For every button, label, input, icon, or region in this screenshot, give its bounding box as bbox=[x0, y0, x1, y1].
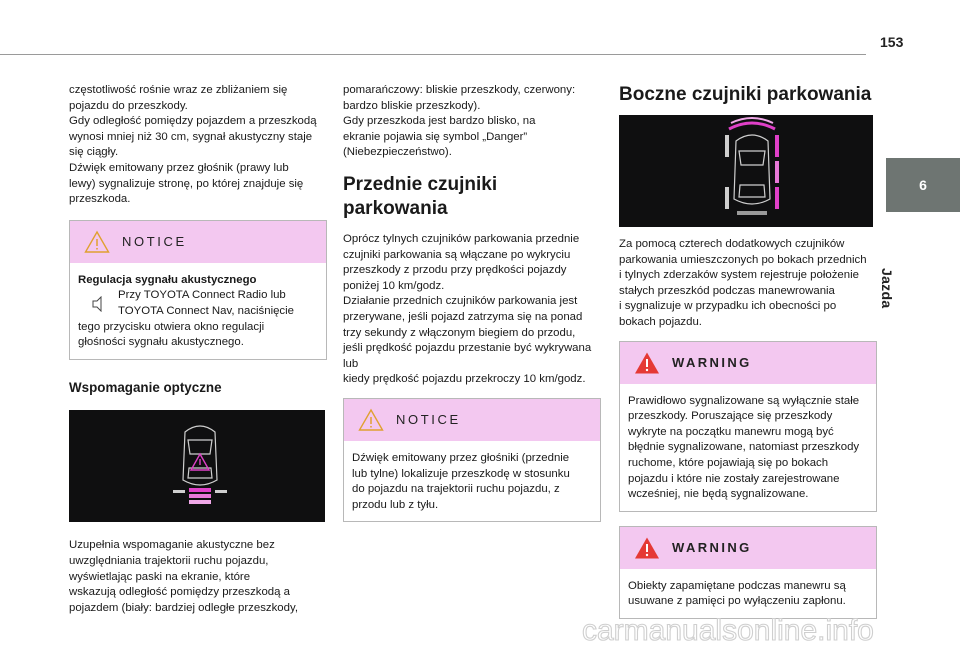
notice-text: tego przycisku otwiera okno regulacji głośności sygnału akustycznego. bbox=[78, 320, 265, 349]
front-heading-line2: parkowania bbox=[343, 197, 448, 219]
warning-title: WARNING bbox=[672, 354, 752, 370]
warning-triangle-icon bbox=[634, 351, 660, 375]
warning-box-1 bbox=[619, 341, 877, 512]
notice-header bbox=[344, 399, 600, 441]
section-heading-optical: Wspomaganie optyczne bbox=[69, 379, 222, 395]
notice-subtitle: Regulacja sygnału akustycznego bbox=[78, 273, 257, 286]
warning-header bbox=[620, 342, 876, 384]
notice-body bbox=[70, 263, 326, 359]
watermark bbox=[580, 611, 952, 647]
front-heading-line1: Przednie czujniki bbox=[343, 173, 498, 195]
speaker-icon bbox=[78, 288, 118, 319]
col1-intro: częstotliwość rośnie wraz ze zbliżaniem się pojazdu do przeszkody. Gdy odległość pomiędzy pojazdem a przeszkodą wynosi mniej niż 30 cm, sygnał akustyczny staje się ciągły. Dźwięk emitowany przez głośnik (prawy lub lewy) sygnalizuje stronę, po której znajduje się przeszkoda. bbox=[69, 84, 317, 206]
chapter-label bbox=[879, 268, 921, 328]
notice-icon-text: Przy TOYOTA Connect Radio lub TOYOTA Connect Nav, naciśnięcie bbox=[118, 289, 294, 317]
warning-triangle-icon bbox=[358, 408, 384, 432]
column-1 bbox=[69, 83, 327, 616]
warning-text: Prawidłowo sygnalizowane są wyłącznie stałe przeszkody. Poruszające się przeszkody wykryte na początku manewru mogą być błędnie sygnalizowane, natomiast przeszkody ruchome, które pojawiają się po bokach pojazdu i które nie zostały zarejestrowane wcześniej, nie będą sygnalizowane. bbox=[628, 394, 860, 501]
chapter-label-text: Jazda bbox=[879, 268, 895, 309]
notice-box-sound bbox=[69, 220, 327, 360]
notice-box-speakers bbox=[343, 398, 601, 522]
page-number: 153 bbox=[880, 34, 904, 50]
car-rear-sensors-illustration bbox=[69, 410, 325, 522]
side-sensors-body: Za pomocą czterech dodatkowych czujników parkowania umieszczonych po bokach przednich i tylnych zderzaków system rejestruje położenie stałych przeszkód podczas manewrowania i sygnalizuje w przypadku ich obecności po bokach pojazdu. bbox=[619, 238, 867, 328]
warning-triangle-icon bbox=[634, 536, 660, 560]
header-divider bbox=[0, 54, 866, 55]
optical-caption: Uzupełnia wspomaganie akustyczne bez uwzględniania trajektorii ruchu pojazdu, wyświetlając paski na ekranie, które wskazują odległość pomiędzy przeszkodą a pojazdem (biały: bardziej odległe przeszkody, bbox=[69, 539, 298, 614]
chapter-tab[interactable] bbox=[886, 158, 960, 212]
notice-title: NOTICE bbox=[122, 233, 187, 249]
notice-icon-line bbox=[78, 288, 318, 319]
notice-title: NOTICE bbox=[396, 412, 461, 428]
column-2 bbox=[343, 83, 601, 522]
warning-box-2 bbox=[619, 526, 877, 619]
warning-title: WARNING bbox=[672, 539, 752, 555]
watermark-text: carmanualsonline.info bbox=[582, 614, 874, 647]
side-sensors-image bbox=[619, 115, 873, 227]
warning-header bbox=[620, 527, 876, 569]
car-side-sensors-illustration bbox=[619, 115, 873, 227]
notice-body bbox=[344, 441, 600, 521]
section-heading-front-sensors bbox=[343, 173, 601, 221]
chapter-number: 6 bbox=[919, 177, 927, 193]
front-sensors-body: Oprócz tylnych czujników parkowania przednie czujniki parkowania są włączane po wykryciu przeszkody z przodu przy prędkości pojazdy poniżej 10 km/godz. Działanie przednich czujników parkowania jest przerywane, jeśli pojazd zatrzyma się na ponad trzy sekundy z włączonym biegiem do przodu, jeśli prędkość pojazdu przestanie być wykrywana lub kiedy prędkość pojazdu przekroczy 10 km/godz. bbox=[343, 232, 592, 386]
notice-text: Dźwięk emitowany przez głośniki (przednie lub tylne) lokalizuje przeszkodę w stosunku do pojazdu na trajektorii ruchu pojazdu, z przodu lub z tyłu. bbox=[352, 451, 570, 511]
section-heading-side-sensors: Boczne czujniki parkowania bbox=[619, 84, 872, 105]
col2-intro: pomarańczowy: bliskie przeszkody, czerwony: bardzo bliskie przeszkody). Gdy przeszkoda jest bardzo blisko, na ekranie pojawia się symbol „Danger” (Niebezpieczeństwo). bbox=[343, 84, 576, 159]
warning-text: Obiekty zapamiętane podczas manewru są usuwane z pamięci po wyłączeniu zapłonu. bbox=[628, 579, 846, 608]
column-3 bbox=[619, 83, 877, 619]
notice-header bbox=[70, 221, 326, 263]
warning-triangle-icon bbox=[84, 230, 110, 254]
warning-body bbox=[620, 384, 876, 511]
optical-assist-image bbox=[69, 410, 325, 522]
